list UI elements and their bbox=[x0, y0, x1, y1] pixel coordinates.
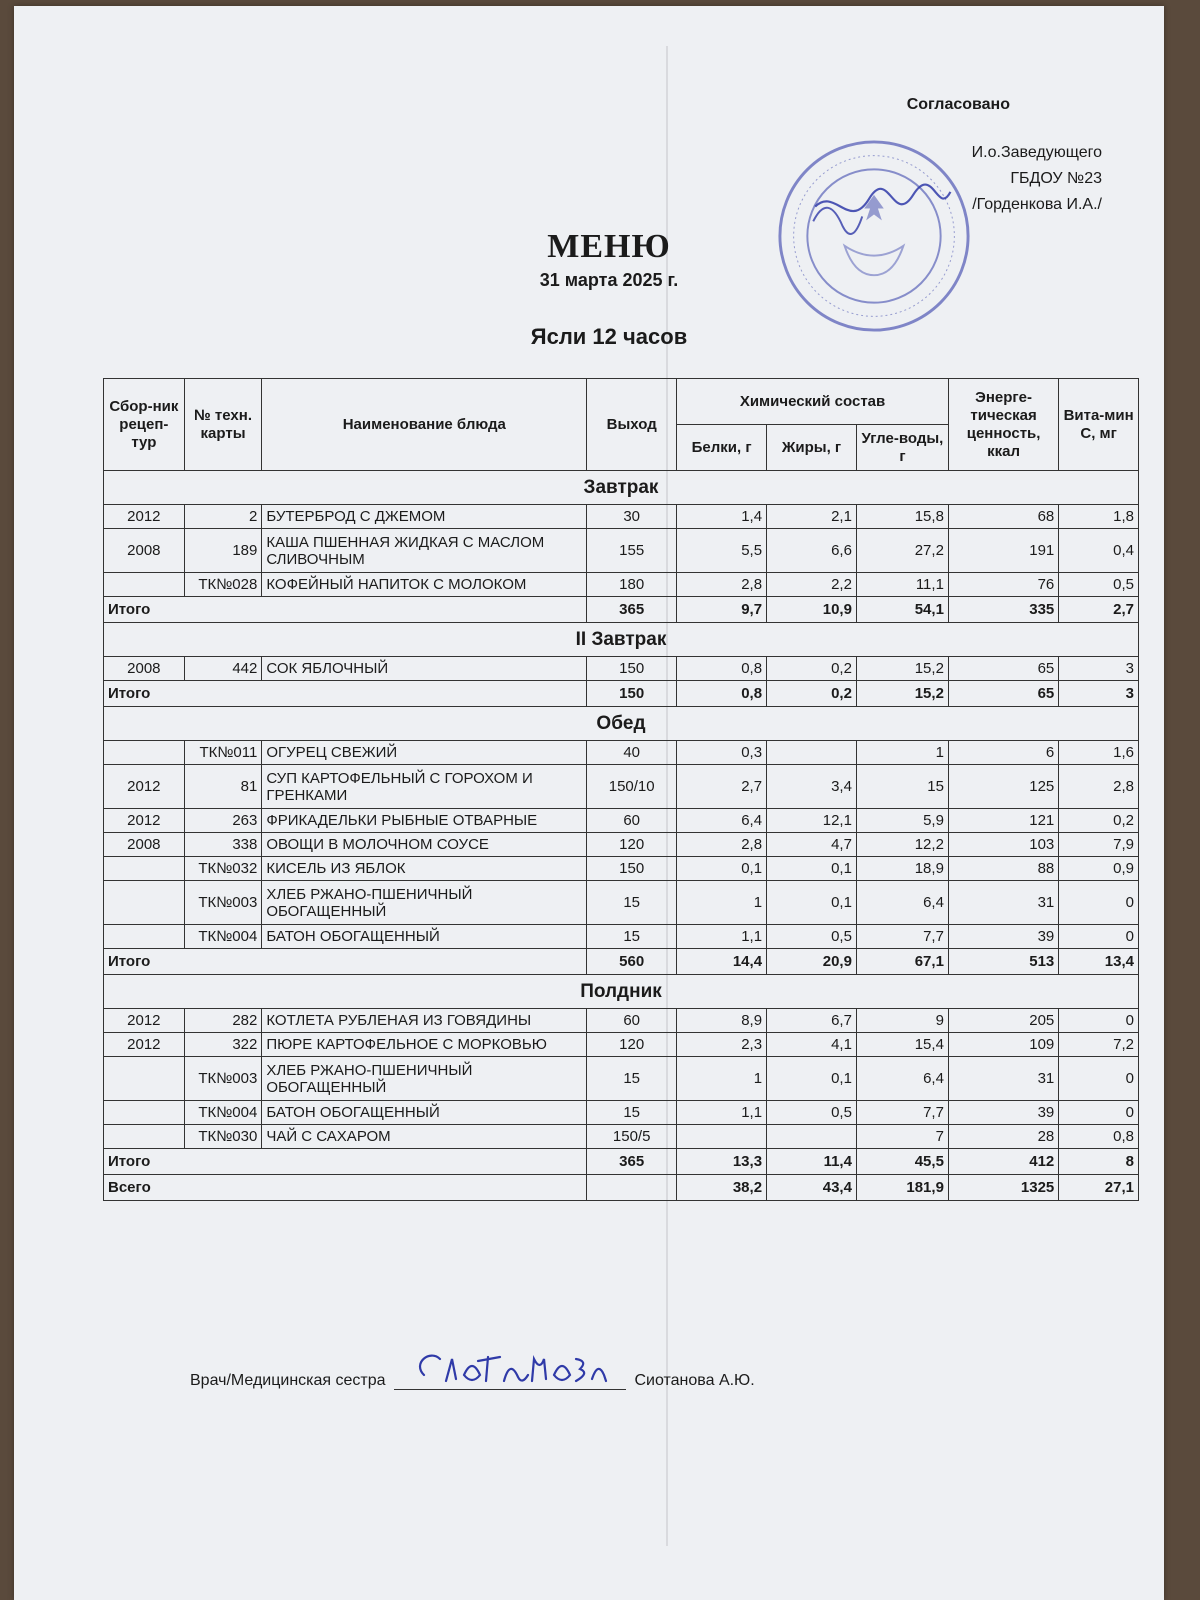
grand-total-label: Всего bbox=[104, 1175, 587, 1201]
cell-collection bbox=[104, 741, 185, 765]
cell-proteins: 8,9 bbox=[677, 1009, 767, 1033]
section-title: Обед bbox=[104, 707, 1139, 741]
cell-vitamin: 0,2 bbox=[1059, 809, 1139, 833]
approval-person: /Горденкова И.А./ bbox=[972, 196, 1102, 213]
grand-total-carbs: 181,9 bbox=[856, 1175, 948, 1201]
cell-proteins bbox=[677, 1125, 767, 1149]
total-carbs: 67,1 bbox=[856, 949, 948, 975]
cell-collection bbox=[104, 857, 185, 881]
cell-tech-card: 282 bbox=[184, 1009, 262, 1033]
cell-dish-name: СОК ЯБЛОЧНЫЙ bbox=[262, 657, 587, 681]
cell-proteins: 2,3 bbox=[677, 1033, 767, 1057]
cell-collection bbox=[104, 1125, 185, 1149]
cell-energy: 28 bbox=[948, 1125, 1058, 1149]
total-energy: 65 bbox=[948, 681, 1058, 707]
table-row bbox=[104, 741, 1139, 765]
cell-energy: 191 bbox=[948, 529, 1058, 573]
cell-proteins: 2,8 bbox=[677, 833, 767, 857]
cell-carbs: 7 bbox=[856, 1125, 948, 1149]
table-row bbox=[104, 1009, 1139, 1033]
approval-organization: ГБДОУ №23 bbox=[1010, 170, 1102, 187]
table-row bbox=[104, 765, 1139, 809]
cell-carbs: 15,8 bbox=[856, 505, 948, 529]
total-carbs: 15,2 bbox=[856, 681, 948, 707]
cell-energy: 6 bbox=[948, 741, 1058, 765]
cell-collection: 2012 bbox=[104, 1033, 185, 1057]
cell-vitamin: 1,6 bbox=[1059, 741, 1139, 765]
cell-collection bbox=[104, 1057, 185, 1101]
cell-output: 40 bbox=[587, 741, 677, 765]
cell-dish-name: БАТОН ОБОГАЩЕННЫЙ bbox=[262, 925, 587, 949]
cell-energy: 103 bbox=[948, 833, 1058, 857]
cell-tech-card: ТК№028 bbox=[184, 573, 262, 597]
cell-output: 60 bbox=[587, 809, 677, 833]
cell-collection: 2008 bbox=[104, 529, 185, 573]
table-row bbox=[104, 809, 1139, 833]
cell-tech-card: 322 bbox=[184, 1033, 262, 1057]
grand-total-fats: 43,4 bbox=[767, 1175, 857, 1201]
cell-energy: 88 bbox=[948, 857, 1058, 881]
cell-fats: 3,4 bbox=[767, 765, 857, 809]
cell-carbs: 6,4 bbox=[856, 881, 948, 925]
handwritten-signature bbox=[406, 1345, 616, 1389]
cell-energy: 205 bbox=[948, 1009, 1058, 1033]
section-header-row bbox=[104, 471, 1139, 505]
cell-dish-name: БУТЕРБРОД С ДЖЕМОМ bbox=[262, 505, 587, 529]
cell-collection bbox=[104, 881, 185, 925]
cell-output: 120 bbox=[587, 1033, 677, 1057]
total-carbs: 54,1 bbox=[856, 597, 948, 623]
cell-vitamin: 7,9 bbox=[1059, 833, 1139, 857]
cell-proteins: 2,8 bbox=[677, 573, 767, 597]
cell-collection: 2012 bbox=[104, 505, 185, 529]
total-energy: 412 bbox=[948, 1149, 1058, 1175]
menu-table bbox=[103, 378, 1139, 1201]
cell-output: 30 bbox=[587, 505, 677, 529]
cell-fats: 0,1 bbox=[767, 881, 857, 925]
total-vitamin: 13,4 bbox=[1059, 949, 1139, 975]
cell-dish-name: ХЛЕБ РЖАНО-ПШЕНИЧНЫЙ ОБОГАЩЕННЫЙ bbox=[262, 1057, 587, 1101]
cell-fats: 0,1 bbox=[767, 1057, 857, 1101]
total-row bbox=[104, 1149, 1139, 1175]
cell-carbs: 15 bbox=[856, 765, 948, 809]
cell-energy: 121 bbox=[948, 809, 1058, 833]
cell-proteins: 0,1 bbox=[677, 857, 767, 881]
cell-fats: 2,2 bbox=[767, 573, 857, 597]
section-header-row bbox=[104, 707, 1139, 741]
cell-tech-card: ТК№011 bbox=[184, 741, 262, 765]
cell-fats: 2,1 bbox=[767, 505, 857, 529]
header-tech-card: № техн. карты bbox=[184, 379, 262, 471]
total-label: Итого bbox=[104, 1149, 587, 1175]
header-output: Выход bbox=[587, 379, 677, 471]
cell-carbs: 5,9 bbox=[856, 809, 948, 833]
cell-fats: 6,7 bbox=[767, 1009, 857, 1033]
total-fats: 11,4 bbox=[767, 1149, 857, 1175]
total-proteins: 0,8 bbox=[677, 681, 767, 707]
section-title: Завтрак bbox=[104, 471, 1139, 505]
cell-output: 150 bbox=[587, 657, 677, 681]
total-proteins: 13,3 bbox=[677, 1149, 767, 1175]
cell-proteins: 1 bbox=[677, 881, 767, 925]
header-energy: Энерге-тическая ценность, ккал bbox=[948, 379, 1058, 471]
cell-collection bbox=[104, 573, 185, 597]
cell-dish-name: СУП КАРТОФЕЛЬНЫЙ С ГОРОХОМ И ГРЕНКАМИ bbox=[262, 765, 587, 809]
cell-carbs: 6,4 bbox=[856, 1057, 948, 1101]
cell-proteins: 1,4 bbox=[677, 505, 767, 529]
total-row bbox=[104, 949, 1139, 975]
total-proteins: 9,7 bbox=[677, 597, 767, 623]
cell-tech-card: 442 bbox=[184, 657, 262, 681]
table-row bbox=[104, 657, 1139, 681]
cell-tech-card: 2 bbox=[184, 505, 262, 529]
total-fats: 10,9 bbox=[767, 597, 857, 623]
cell-carbs: 1 bbox=[856, 741, 948, 765]
cell-collection: 2012 bbox=[104, 809, 185, 833]
cell-tech-card: ТК№004 bbox=[184, 925, 262, 949]
section-header-row bbox=[104, 623, 1139, 657]
total-row bbox=[104, 597, 1139, 623]
cell-output: 15 bbox=[587, 1101, 677, 1125]
total-energy: 513 bbox=[948, 949, 1058, 975]
grand-total-output bbox=[587, 1175, 677, 1201]
cell-dish-name: ПЮРЕ КАРТОФЕЛЬНОЕ С МОРКОВЬЮ bbox=[262, 1033, 587, 1057]
total-output: 365 bbox=[587, 597, 677, 623]
grand-total-vitamin: 27,1 bbox=[1059, 1175, 1139, 1201]
cell-carbs: 27,2 bbox=[856, 529, 948, 573]
cell-output: 15 bbox=[587, 925, 677, 949]
cell-tech-card: ТК№003 bbox=[184, 1057, 262, 1101]
header-collection: Сбор-ник рецеп-тур bbox=[104, 379, 185, 471]
cell-energy: 76 bbox=[948, 573, 1058, 597]
cell-proteins: 0,3 bbox=[677, 741, 767, 765]
cell-dish-name: ХЛЕБ РЖАНО-ПШЕНИЧНЫЙ ОБОГАЩЕННЫЙ bbox=[262, 881, 587, 925]
total-proteins: 14,4 bbox=[677, 949, 767, 975]
cell-vitamin: 0,9 bbox=[1059, 857, 1139, 881]
cell-vitamin: 2,8 bbox=[1059, 765, 1139, 809]
cell-proteins: 1,1 bbox=[677, 925, 767, 949]
cell-vitamin: 0 bbox=[1059, 925, 1139, 949]
total-carbs: 45,5 bbox=[856, 1149, 948, 1175]
cell-energy: 109 bbox=[948, 1033, 1058, 1057]
cell-proteins: 6,4 bbox=[677, 809, 767, 833]
total-vitamin: 2,7 bbox=[1059, 597, 1139, 623]
cell-carbs: 15,2 bbox=[856, 657, 948, 681]
cell-energy: 68 bbox=[948, 505, 1058, 529]
cell-fats: 4,1 bbox=[767, 1033, 857, 1057]
cell-dish-name: ОВОЩИ В МОЛОЧНОМ СОУСЕ bbox=[262, 833, 587, 857]
grand-total-row bbox=[104, 1175, 1139, 1201]
cell-vitamin: 1,8 bbox=[1059, 505, 1139, 529]
signature-row bbox=[190, 1369, 755, 1390]
cell-carbs: 15,4 bbox=[856, 1033, 948, 1057]
cell-vitamin: 0 bbox=[1059, 1101, 1139, 1125]
document-sheet bbox=[14, 6, 1164, 1600]
table-row bbox=[104, 1101, 1139, 1125]
cell-fats bbox=[767, 741, 857, 765]
group-name: Ясли 12 часов bbox=[530, 324, 688, 349]
cell-tech-card: 263 bbox=[184, 809, 262, 833]
cell-energy: 125 bbox=[948, 765, 1058, 809]
cell-proteins: 0,8 bbox=[677, 657, 767, 681]
cell-carbs: 7,7 bbox=[856, 925, 948, 949]
total-row bbox=[104, 681, 1139, 707]
cell-dish-name: ОГУРЕЦ СВЕЖИЙ bbox=[262, 741, 587, 765]
grand-total-energy: 1325 bbox=[948, 1175, 1058, 1201]
cell-fats: 6,6 bbox=[767, 529, 857, 573]
cell-carbs: 9 bbox=[856, 1009, 948, 1033]
cell-energy: 31 bbox=[948, 881, 1058, 925]
cell-collection: 2012 bbox=[104, 1009, 185, 1033]
cell-output: 15 bbox=[587, 881, 677, 925]
header-carbs: Угле-воды, г bbox=[856, 425, 948, 471]
cell-output: 155 bbox=[587, 529, 677, 573]
cell-output: 180 bbox=[587, 573, 677, 597]
table-row bbox=[104, 881, 1139, 925]
cell-fats: 0,2 bbox=[767, 657, 857, 681]
cell-dish-name: ЧАЙ С САХАРОМ bbox=[262, 1125, 587, 1149]
cell-tech-card: ТК№032 bbox=[184, 857, 262, 881]
cell-output: 150/10 bbox=[587, 765, 677, 809]
cell-tech-card: ТК№004 bbox=[184, 1101, 262, 1125]
table-row bbox=[104, 505, 1139, 529]
total-fats: 0,2 bbox=[767, 681, 857, 707]
total-label: Итого bbox=[104, 949, 587, 975]
cell-dish-name: КОФЕЙНЫЙ НАПИТОК С МОЛОКОМ bbox=[262, 573, 587, 597]
cell-dish-name: КАША ПШЕННАЯ ЖИДКАЯ С МАСЛОМ СЛИВОЧНЫМ bbox=[262, 529, 587, 573]
cell-tech-card: ТК№030 bbox=[184, 1125, 262, 1149]
total-output: 560 bbox=[587, 949, 677, 975]
cell-vitamin: 0,8 bbox=[1059, 1125, 1139, 1149]
cell-dish-name: БАТОН ОБОГАЩЕННЫЙ bbox=[262, 1101, 587, 1125]
cell-output: 150/5 bbox=[587, 1125, 677, 1149]
total-energy: 335 bbox=[948, 597, 1058, 623]
cell-tech-card: ТК№003 bbox=[184, 881, 262, 925]
header-dish-name: Наименование блюда bbox=[262, 379, 587, 471]
cell-carbs: 18,9 bbox=[856, 857, 948, 881]
cell-output: 120 bbox=[587, 833, 677, 857]
table-row bbox=[104, 529, 1139, 573]
grand-total-proteins: 38,2 bbox=[677, 1175, 767, 1201]
cell-energy: 65 bbox=[948, 657, 1058, 681]
cell-fats: 12,1 bbox=[767, 809, 857, 833]
signature-name: Сиотанова А.Ю. bbox=[634, 1372, 755, 1389]
cell-carbs: 11,1 bbox=[856, 573, 948, 597]
total-output: 150 bbox=[587, 681, 677, 707]
total-vitamin: 8 bbox=[1059, 1149, 1139, 1175]
cell-vitamin: 0 bbox=[1059, 1057, 1139, 1101]
section-title: II Завтрак bbox=[104, 623, 1139, 657]
document-title: МЕНЮ bbox=[547, 228, 671, 265]
cell-fats: 0,5 bbox=[767, 1101, 857, 1125]
cell-dish-name: КИСЕЛЬ ИЗ ЯБЛОК bbox=[262, 857, 587, 881]
header-proteins: Белки, г bbox=[677, 425, 767, 471]
document-date: 31 марта 2025 г. bbox=[539, 270, 679, 290]
section-title: Полдник bbox=[104, 975, 1139, 1009]
total-fats: 20,9 bbox=[767, 949, 857, 975]
total-label: Итого bbox=[104, 681, 587, 707]
header-vitamin-c: Вита-мин С, мг bbox=[1059, 379, 1139, 471]
cell-fats: 0,5 bbox=[767, 925, 857, 949]
cell-vitamin: 0 bbox=[1059, 1009, 1139, 1033]
table-row bbox=[104, 1057, 1139, 1101]
cell-fats bbox=[767, 1125, 857, 1149]
cell-tech-card: 189 bbox=[184, 529, 262, 573]
header-fats: Жиры, г bbox=[767, 425, 857, 471]
cell-proteins: 1,1 bbox=[677, 1101, 767, 1125]
cell-collection bbox=[104, 925, 185, 949]
approval-position: И.о.Заведующего bbox=[971, 144, 1102, 161]
cell-tech-card: 81 bbox=[184, 765, 262, 809]
cell-collection: 2008 bbox=[104, 657, 185, 681]
total-output: 365 bbox=[587, 1149, 677, 1175]
cell-vitamin: 7,2 bbox=[1059, 1033, 1139, 1057]
total-label: Итого bbox=[104, 597, 587, 623]
approval-heading: Согласовано bbox=[906, 96, 1010, 113]
cell-vitamin: 0,4 bbox=[1059, 529, 1139, 573]
cell-vitamin: 0 bbox=[1059, 881, 1139, 925]
section-header-row bbox=[104, 975, 1139, 1009]
signature-line bbox=[394, 1369, 626, 1390]
cell-fats: 0,1 bbox=[767, 857, 857, 881]
cell-proteins: 2,7 bbox=[677, 765, 767, 809]
table-row bbox=[104, 573, 1139, 597]
cell-carbs: 12,2 bbox=[856, 833, 948, 857]
table-row bbox=[104, 1033, 1139, 1057]
total-vitamin: 3 bbox=[1059, 681, 1139, 707]
table-row bbox=[104, 1125, 1139, 1149]
header-chemical-composition: Химический состав bbox=[677, 379, 949, 425]
cell-carbs: 7,7 bbox=[856, 1101, 948, 1125]
cell-dish-name: КОТЛЕТА РУБЛЕНАЯ ИЗ ГОВЯДИНЫ bbox=[262, 1009, 587, 1033]
cell-fats: 4,7 bbox=[767, 833, 857, 857]
cell-output: 150 bbox=[587, 857, 677, 881]
cell-energy: 39 bbox=[948, 1101, 1058, 1125]
cell-dish-name: ФРИКАДЕЛЬКИ РЫБНЫЕ ОТВАРНЫЕ bbox=[262, 809, 587, 833]
cell-output: 60 bbox=[587, 1009, 677, 1033]
cell-collection: 2012 bbox=[104, 765, 185, 809]
cell-output: 15 bbox=[587, 1057, 677, 1101]
cell-vitamin: 0,5 bbox=[1059, 573, 1139, 597]
cell-collection: 2008 bbox=[104, 833, 185, 857]
table-row bbox=[104, 833, 1139, 857]
cell-proteins: 5,5 bbox=[677, 529, 767, 573]
cell-energy: 39 bbox=[948, 925, 1058, 949]
table-row bbox=[104, 925, 1139, 949]
signature-role: Врач/Медицинская сестра bbox=[190, 1372, 386, 1389]
cell-energy: 31 bbox=[948, 1057, 1058, 1101]
cell-tech-card: 338 bbox=[184, 833, 262, 857]
cell-proteins: 1 bbox=[677, 1057, 767, 1101]
table-row bbox=[104, 857, 1139, 881]
cell-collection bbox=[104, 1101, 185, 1125]
cell-vitamin: 3 bbox=[1059, 657, 1139, 681]
